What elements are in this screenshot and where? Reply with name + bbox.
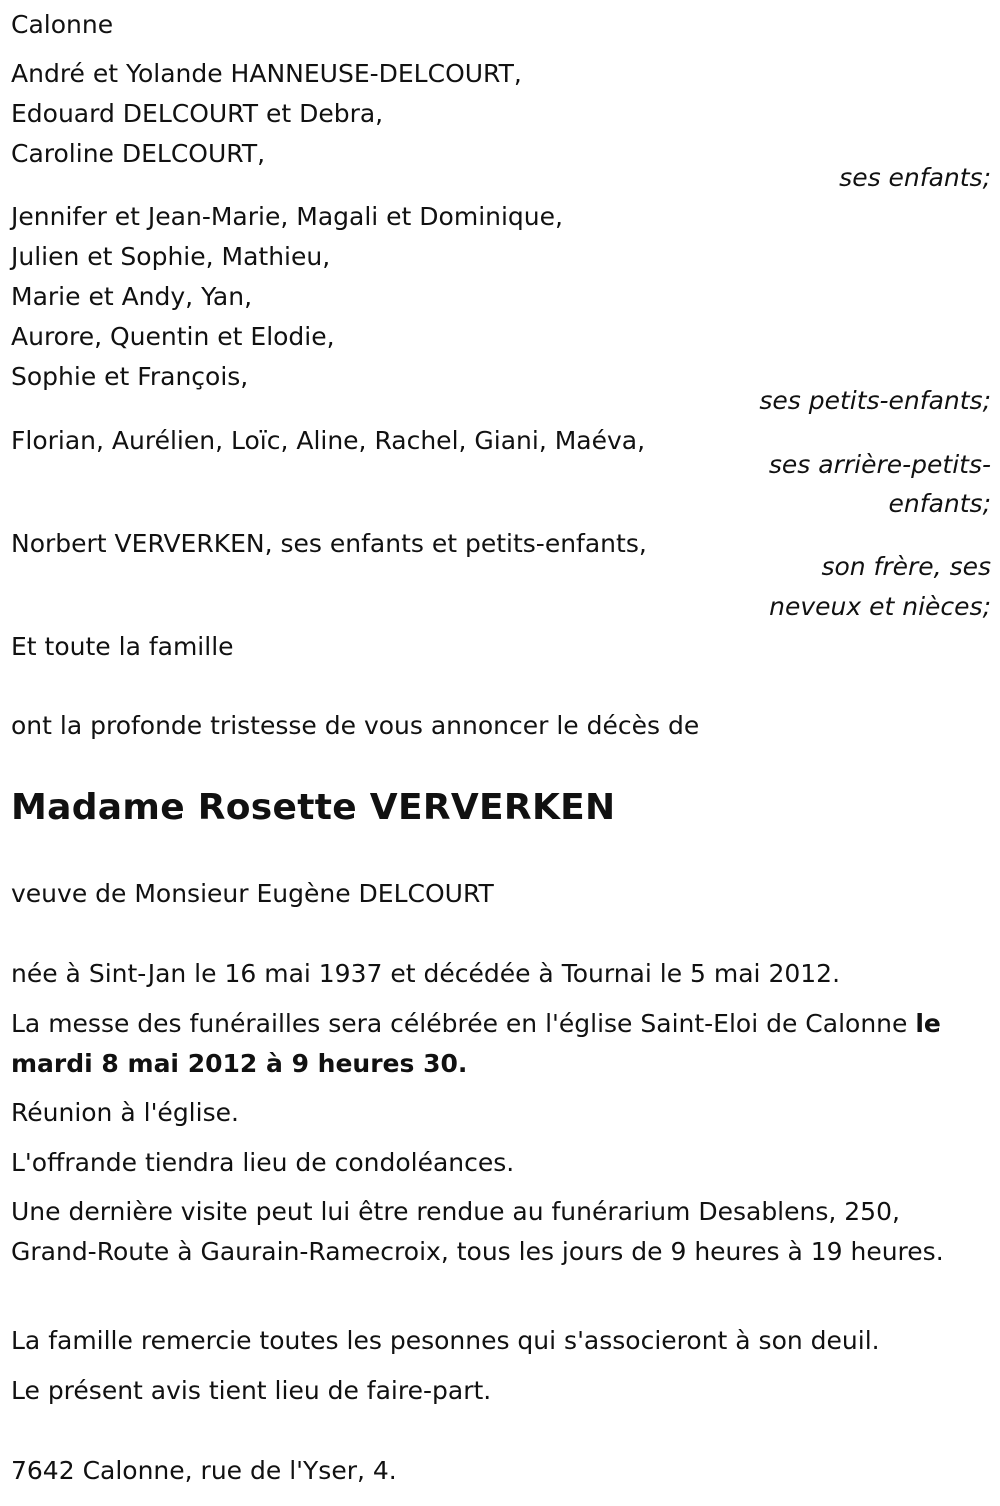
- location-header: Calonne: [11, 10, 114, 39]
- thanks-text: La famille remercie toutes les pesonnes qui s'associeront à son deuil.: [11, 1326, 880, 1355]
- great-grandchildren-role-line2: enfants;: [888, 489, 991, 518]
- great-grandchildren-role-line1: ses arrière-petits-: [768, 450, 991, 479]
- child-name-2: Edouard DELCOURT et Debra,: [11, 99, 384, 128]
- address-text: 7642 Calonne, rue de l'Yser, 4.: [11, 1456, 397, 1485]
- gathering-text: Réunion à l'église.: [11, 1098, 239, 1127]
- child-name-1: André et Yolande HANNEUSE-DELCOURT,: [11, 59, 522, 88]
- grandchild-name-5: Sophie et François,: [11, 362, 249, 391]
- children-role: ses enfants;: [839, 163, 991, 192]
- grandchildren-role: ses petits-enfants;: [759, 386, 991, 415]
- great-grandchildren-names: Florian, Aurélien, Loïc, Aline, Rachel, Giani, Maéva,: [11, 426, 646, 455]
- family-line: Et toute la famille: [11, 632, 234, 661]
- widow-of-text: veuve de Monsieur Eugène DELCOURT: [11, 879, 494, 908]
- funeral-mass-text: La messe des funérailles sera célébrée en l'église Saint-Eloi de Calonne: [11, 1009, 916, 1038]
- notice-text: Le présent avis tient lieu de faire-part.: [11, 1376, 492, 1405]
- grandchild-name-4: Aurore, Quentin et Elodie,: [11, 322, 335, 351]
- brother-role-line2: neveux et nièces;: [769, 592, 991, 621]
- funeral-mass-date: le mardi 8 mai 2012 à 9 heures 30.: [11, 1009, 941, 1078]
- brother-names: Norbert VERVERKEN, ses enfants et petits-enfants,: [11, 529, 647, 558]
- deceased-name: Madame Rosette VERVERKEN: [11, 787, 616, 828]
- birth-death-text: née à Sint-Jan le 16 mai 1937 et décédée à Tournai le 5 mai 2012.: [11, 959, 841, 988]
- grandchild-name-2: Julien et Sophie, Mathieu,: [11, 242, 331, 271]
- child-name-3: Caroline DELCOURT,: [11, 139, 266, 168]
- offering-text: L'offrande tiendra lieu de condoléances.: [11, 1148, 515, 1177]
- announcement-text: ont la profonde tristesse de vous annoncer le décès de: [11, 711, 700, 740]
- visit-paragraph: Une dernière visite peut lui être rendue au funérarium Desablens, 250, Grand-Route à Gaurain-Ramecroix, tous les jours de 9 heures à 19 heures.: [11, 1197, 944, 1266]
- grandchild-name-3: Marie et Andy, Yan,: [11, 282, 253, 311]
- funeral-mass-paragraph: [11, 1004, 991, 1084]
- grandchild-name-1: Jennifer et Jean-Marie, Magali et Dominique,: [11, 202, 563, 231]
- brother-role-line1: son frère, ses: [821, 552, 991, 581]
